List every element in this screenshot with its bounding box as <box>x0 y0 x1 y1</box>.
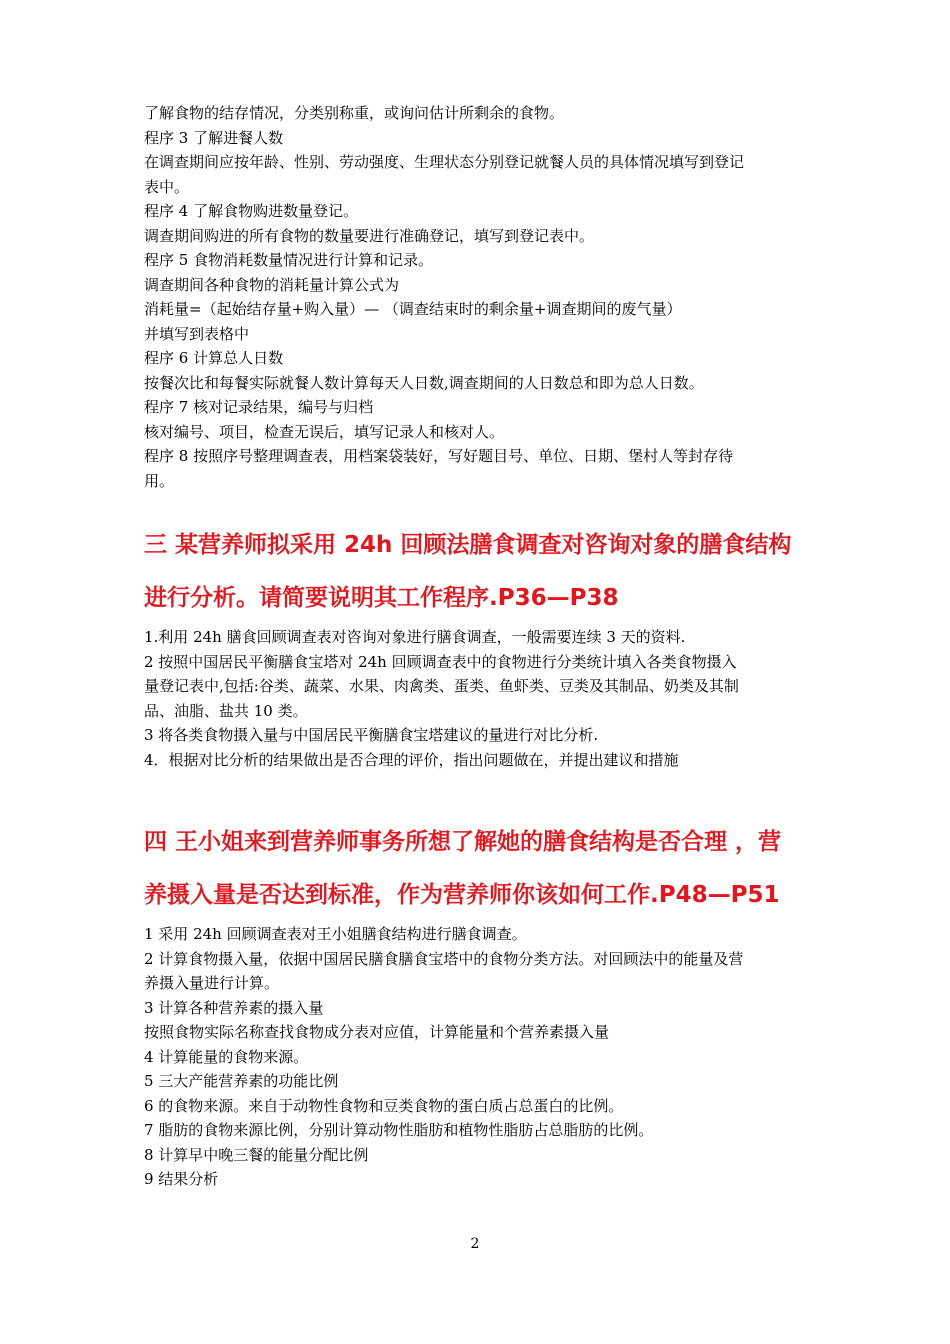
section-four-heading <box>144 816 824 922</box>
text-line: 量登记表中,包括:谷类、蔬菜、水果、肉禽类、蛋类、鱼虾类、豆类及其制品、奶类及其制 <box>144 677 739 695</box>
text-line: 程序 5 食物消耗数量情况进行计算和记录。 <box>144 251 434 269</box>
text-line: 程序 7 核对记录结果，编号与归档 <box>144 398 374 416</box>
text-line: 4 计算能量的食物来源。 <box>144 1047 309 1066</box>
text-line: 3 将各类食物摄入量与中国居民平衡膳食宝塔建议的量进行对比分析. <box>144 726 599 744</box>
text-line: 在调查期间应按年龄、性别、劳动强度、生理状态分别登记就餐人员的具体情况填写到登记 <box>144 153 745 171</box>
text-line: 表中。 <box>144 177 190 196</box>
text-line: 7 脂肪的食物来源比例，分别计算动物性脂肪和植物性脂肪占总脂肪的比例。 <box>144 1121 654 1139</box>
text-line: 程序 8 按照序号整理调查表，用档案袋装好，写好题目号、单位、日期、堡村人等封存待 <box>144 447 734 465</box>
section-four-text <box>144 922 814 1192</box>
section-three-text <box>144 625 814 772</box>
text-line: 程序 3 了解进餐人数 <box>144 128 284 147</box>
heading-line: 养摄入量是否达到标准，作为营养师你该如何工作.P48—P51 <box>144 882 780 908</box>
text-line: 并填写到表格中 <box>144 324 250 343</box>
text-line: 程序 4 了解食物购进数量登记。 <box>144 202 359 220</box>
text-line: 按餐次比和每餐实际就餐人数计算每天人日数,调查期间的人日数总和即为总人日数。 <box>144 373 704 392</box>
text-line: 了解食物的结存情况，分类别称重，或询问估计所剩余的食物。 <box>144 104 565 122</box>
text-line: 消耗量=（起始结存量+购入量）— （调查结束时的剩余量+调查期间的废气量） <box>144 300 682 318</box>
text-line: 8 计算早中晚三餐的能量分配比例 <box>144 1145 369 1164</box>
heading-line: 进行分析。请简要说明其工作程序.P36—P38 <box>144 585 619 611</box>
text-line: 养摄入量进行计算。 <box>144 974 280 992</box>
section-three-heading <box>144 519 824 625</box>
text-line: 5 三大产能营养素的功能比例 <box>144 1072 339 1090</box>
text-line: 6 的食物来源。来自于动物性食物和豆类食物的蛋白质占总蛋白的比例。 <box>144 1096 624 1115</box>
text-line: 品、油脂、盐共 10 类。 <box>144 701 308 720</box>
heading-line: 四 王小姐来到营养师事务所想了解她的膳食结构是否合理 ，营 <box>144 829 782 855</box>
text-line: 用。 <box>144 471 175 490</box>
heading-line: 三 某营养师拟采用 24h 回顾法膳食调查对咨询对象的膳食结构 <box>144 532 792 558</box>
text-line: 2 计算食物摄入量，依据中国居民膳食膳食宝塔中的食物分类方法。对回顾法中的能量及营 <box>144 949 744 968</box>
text-line: 4．根据对比分析的结果做出是否合理的评价，指出问题做在，并提出建议和措施 <box>144 750 679 769</box>
text-line: 3 计算各种营养素的摄入量 <box>144 998 324 1017</box>
text-line: 9 结果分析 <box>144 1170 219 1188</box>
text-line: 调查期间各种食物的消耗量计算公式为 <box>144 275 400 294</box>
text-line: 2 按照中国居民平衡膳食宝塔对 24h 回顾调查表中的食物进行分类统计填入各类食物摄入 <box>144 652 737 671</box>
text-line: 1 采用 24h 回顾调查表对王小姐膳食结构进行膳食调查。 <box>144 925 527 943</box>
text-line: 核对编号、项目，检查无误后，填写记录人和核对人。 <box>144 422 505 441</box>
section-top-text <box>144 101 814 493</box>
page-number: 2 <box>470 1236 480 1252</box>
text-line: 调查期间购进的所有食物的数量要进行准确登记，填写到登记表中。 <box>144 226 595 245</box>
text-line: 按照食物实际名称查找食物成分表对应值，计算能量和个营养素摄入量 <box>144 1023 610 1041</box>
text-line: 1.利用 24h 膳食回顾调查表对咨询对象进行膳食调查，一般需要连续 3 天的资料. <box>144 628 686 646</box>
text-line: 程序 6 计算总人日数 <box>144 349 284 367</box>
